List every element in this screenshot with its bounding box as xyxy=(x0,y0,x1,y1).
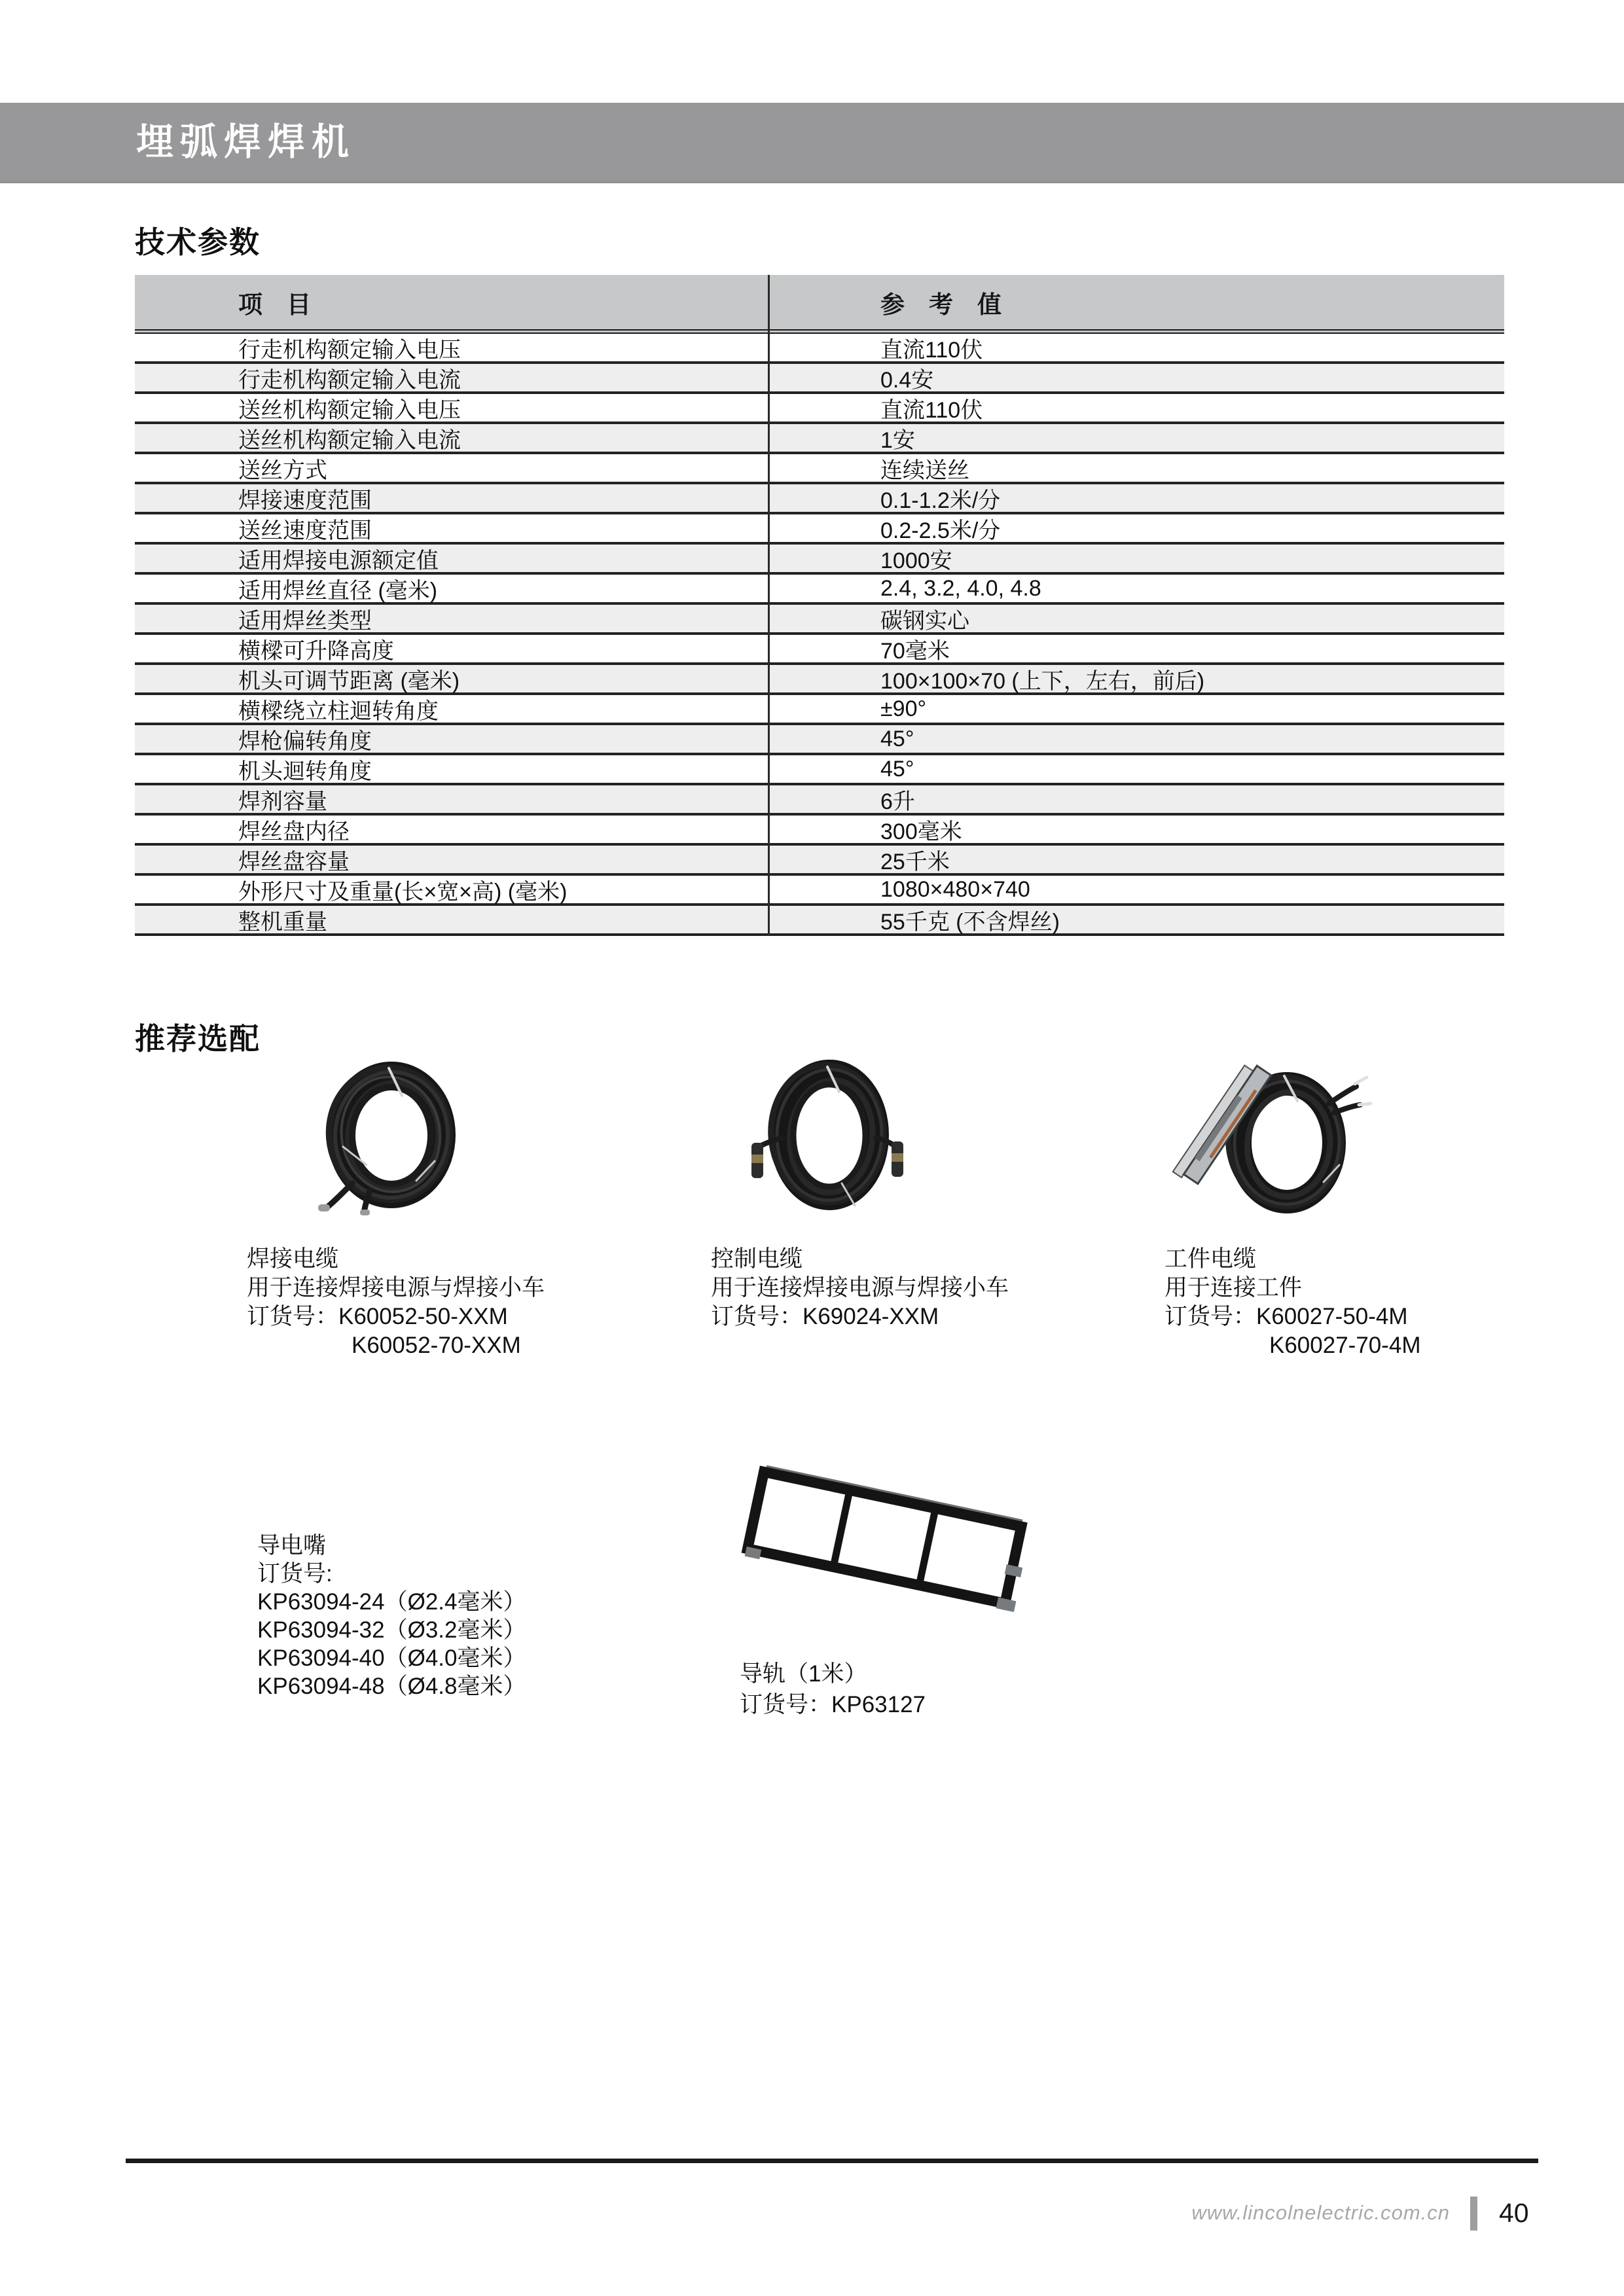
accessory-text-line: 导轨（1米） xyxy=(740,1661,867,1687)
spec-table-header-row xyxy=(135,275,1504,334)
spec-item-cell: 适用焊接电源额定值 xyxy=(238,548,439,573)
table-row xyxy=(135,876,1504,906)
accessory-text-line: 工件电缆 xyxy=(1164,1246,1257,1272)
accessory-text-line: 订货号: xyxy=(257,1561,333,1587)
spec-item-cell: 焊剂容量 xyxy=(238,789,327,814)
spec-item-cell: 行走机构额定输入电流 xyxy=(238,367,461,393)
spec-item-cell: 焊丝盘内径 xyxy=(238,819,350,844)
accessory-text-line: 订货号：K60027-50-4M xyxy=(1164,1304,1408,1329)
table-row xyxy=(135,334,1504,364)
footer-divider-bar xyxy=(1470,2197,1477,2231)
spec-value-cell: 6升 xyxy=(880,789,915,814)
column-divider-line xyxy=(768,275,770,936)
spec-item-cell: 机头迴转角度 xyxy=(238,759,372,784)
spec-table xyxy=(135,275,1504,936)
table-row xyxy=(135,605,1504,635)
accessory-text-line: 控制电缆 xyxy=(711,1246,803,1272)
control-cable-photo xyxy=(744,1059,915,1223)
table-row xyxy=(135,846,1504,876)
spec-item-cell: 外形尺寸及重量(长×宽×高) (毫米) xyxy=(238,879,568,905)
accessory-text-line: 焊接电缆 xyxy=(247,1246,339,1272)
accessory-text-line: 用于连接工件 xyxy=(1164,1275,1303,1300)
spec-item-cell: 焊接速度范围 xyxy=(238,488,372,513)
spec-item-cell: 焊丝盘容量 xyxy=(238,849,350,874)
table-row xyxy=(135,364,1504,394)
table-row xyxy=(135,695,1504,725)
spec-value-cell: 45° xyxy=(880,756,914,781)
section-heading-options: 推荐选配 xyxy=(135,1022,261,1056)
spec-item-cell: 送丝速度范围 xyxy=(238,518,372,543)
spec-table-body xyxy=(135,334,1504,936)
spec-item-cell: 适用焊丝类型 xyxy=(238,608,372,634)
spec-value-cell: 1080×480×740 xyxy=(880,876,1030,902)
table-row xyxy=(135,575,1504,605)
spec-item-cell: 适用焊丝直径 (毫米) xyxy=(238,578,438,603)
accessory-control-cable xyxy=(711,1245,1009,1331)
table-row xyxy=(135,484,1504,514)
section-heading-tech-params: 技术参数 xyxy=(135,225,261,259)
accessory-text-line: 订货号：K69024-XXM xyxy=(711,1304,939,1329)
spec-value-cell: 1安 xyxy=(880,427,915,453)
table-row xyxy=(135,906,1504,936)
accessory-text-line: 用于连接焊接电源与焊接小车 xyxy=(247,1275,545,1300)
spec-col-header-item: 项 目 xyxy=(238,291,311,318)
accessory-text-line: KP63094-24（Ø2.4毫米） xyxy=(257,1589,526,1615)
spec-value-cell: 连续送丝 xyxy=(880,457,969,483)
table-row xyxy=(135,755,1504,785)
spec-value-cell: 0.4安 xyxy=(880,367,934,393)
table-row xyxy=(135,394,1504,424)
guide-rail-photo xyxy=(732,1463,1039,1643)
table-row xyxy=(135,635,1504,665)
spec-item-cell: 送丝机构额定输入电压 xyxy=(238,397,461,423)
spec-item-cell: 行走机构额定输入电压 xyxy=(238,337,461,363)
spec-value-cell: 直流110伏 xyxy=(880,397,983,423)
accessory-text-line: 订货号：KP63127 xyxy=(740,1692,926,1717)
spec-item-cell: 机头可调节距离 (毫米) xyxy=(238,668,460,694)
footer-rule xyxy=(126,2159,1538,2163)
spec-value-cell: 45° xyxy=(880,726,914,751)
accessory-text-line: KP63094-48（Ø4.8毫米） xyxy=(257,1674,526,1699)
spec-value-cell: 100×100×70 (上下，左右，前后) xyxy=(880,668,1205,694)
accessory-text-line: 用于连接焊接电源与焊接小车 xyxy=(711,1275,1009,1300)
spec-item-cell: 送丝机构额定输入电流 xyxy=(238,427,461,453)
table-row xyxy=(135,665,1504,695)
spec-value-cell: 0.2-2.5米/分 xyxy=(880,518,1001,543)
spec-value-cell: 直流110伏 xyxy=(880,337,983,363)
spec-value-cell: 300毫米 xyxy=(880,819,962,844)
spec-value-cell: 碳钢实心 xyxy=(880,608,969,634)
spec-value-cell: 0.1-1.2米/分 xyxy=(880,488,1001,513)
table-row xyxy=(135,424,1504,454)
footer-url: www.lincolnelectric.com.cn xyxy=(1191,2201,1450,2224)
spec-value-cell: 25千米 xyxy=(880,849,950,874)
accessory-text-line: 订货号：K60052-50-XXM xyxy=(247,1304,508,1329)
spec-item-cell: 送丝方式 xyxy=(238,457,327,483)
spec-value-cell: 1000安 xyxy=(880,548,952,573)
spec-item-cell: 横樑可升降高度 xyxy=(238,638,394,664)
spec-value-cell: 2.4, 3.2, 4.0, 4.8 xyxy=(880,575,1041,601)
accessory-text-line: KP63094-40（Ø4.0毫米） xyxy=(257,1645,526,1671)
accessory-contact-tips xyxy=(257,1532,526,1700)
spec-value-cell: 55千克 (不含焊丝) xyxy=(880,909,1060,935)
welding-cable-photo xyxy=(306,1062,478,1222)
table-row xyxy=(135,454,1504,484)
accessory-welding-cable xyxy=(247,1245,545,1360)
spec-value-cell: 70毫米 xyxy=(880,638,950,664)
table-row xyxy=(135,816,1504,846)
spec-value-cell: ±90° xyxy=(880,696,927,721)
page-title-bar xyxy=(0,103,1624,183)
accessory-text-line: K60052-70-XXM xyxy=(352,1333,521,1358)
accessory-text-line: KP63094-32（Ø3.2毫米） xyxy=(257,1617,526,1643)
spec-item-cell: 横樑绕立柱迴转角度 xyxy=(238,698,439,724)
accessory-text-line: 导电嘴 xyxy=(257,1533,327,1558)
table-row xyxy=(135,514,1504,545)
accessory-text-line: K60027-70-4M xyxy=(1269,1333,1421,1358)
accessory-work-cable xyxy=(1164,1245,1421,1360)
table-row xyxy=(135,725,1504,755)
spec-item-cell: 焊枪偏转角度 xyxy=(238,728,372,754)
table-row xyxy=(135,785,1504,816)
accessory-guide-rail xyxy=(740,1659,926,1720)
table-row xyxy=(135,545,1504,575)
work-cable-photo xyxy=(1169,1045,1385,1225)
page-number: 40 xyxy=(1499,2198,1529,2228)
page-title: 埋弧焊焊机 xyxy=(136,121,355,163)
spec-col-header-value: 参 考 值 xyxy=(880,291,1001,318)
spec-item-cell: 整机重量 xyxy=(238,909,327,935)
